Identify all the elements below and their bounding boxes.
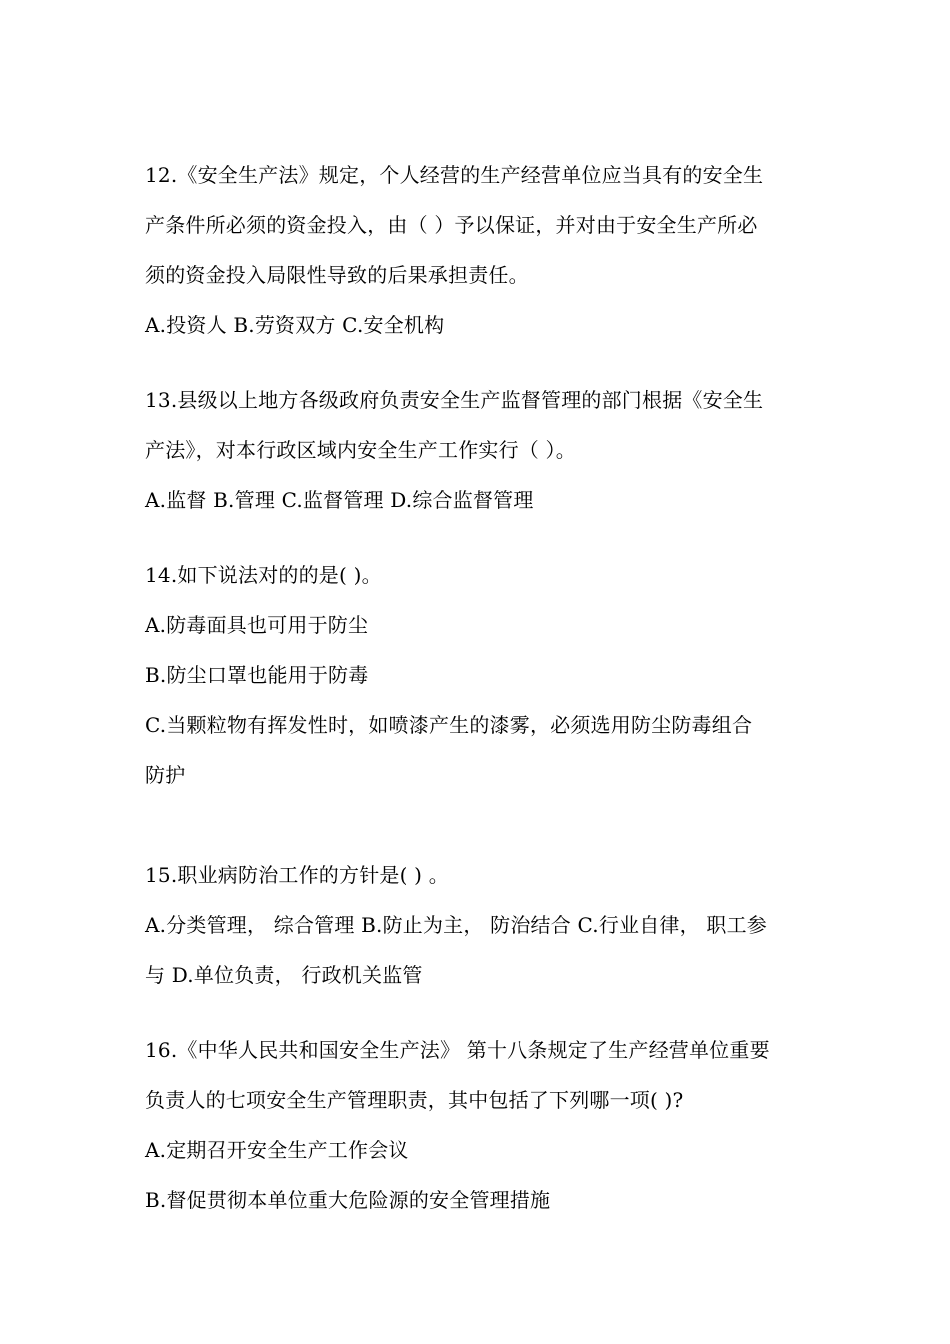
answer-options: A.分类管理， 综合管理 B.防止为主， 防治结合 C.行业自律， 职工参: [145, 913, 767, 937]
answer-option-a: A.防毒面具也可用于防尘: [145, 613, 369, 637]
question-list: [145, 150, 810, 1225]
question-text-line: 15.职业病防治工作的方针是( ) 。: [145, 863, 449, 887]
question-text-line: 须的资金投入局限性导致的后果承担责任。: [145, 263, 529, 287]
answer-options: A.监督 B.管理 C.监督管理 D.综合监督管理: [145, 488, 534, 512]
question-13: [145, 375, 810, 525]
question-16: [145, 1025, 810, 1225]
answer-option-b: B.防尘口罩也能用于防毒: [145, 663, 369, 687]
answer-option-c: C.当颗粒物有挥发性时，如喷漆产生的漆雾，必须选用防尘防毒组合: [145, 713, 753, 737]
question-14: [145, 550, 810, 800]
question-text-line: 产法》，对本行政区域内安全生产工作实行（ ）。: [145, 438, 576, 462]
question-text-line: 14.如下说法对的的是( )。: [145, 563, 382, 587]
question-15: [145, 850, 810, 1000]
answer-option-b: B.督促贯彻本单位重大危险源的安全管理措施: [145, 1188, 551, 1212]
question-text-line: 产条件所必须的资金投入，由（ ）予以保证，并对由于安全生产所必: [145, 213, 758, 237]
question-12: [145, 150, 810, 350]
question-text-line: 16.《中华人民共和国安全生产法》 第十八条规定了生产经营单位重要: [145, 1038, 770, 1062]
answer-options-continued: 与 D.单位负责， 行政机关监管: [145, 963, 423, 987]
question-text-line: 12.《安全生产法》规定，个人经营的生产经营单位应当具有的安全生: [145, 163, 764, 187]
question-text-line: 13.县级以上地方各级政府负责安全生产监督管理的部门根据《安全生: [145, 388, 764, 412]
answer-option-c-continued: 防护: [145, 763, 186, 787]
answer-option-a: A.定期召开安全生产工作会议: [145, 1138, 409, 1162]
question-text-line: 负责人的七项安全生产管理职责，其中包括了下列哪一项( )?: [145, 1088, 684, 1112]
answer-options: A.投资人 B.劳资双方 C.安全机构: [145, 313, 445, 337]
